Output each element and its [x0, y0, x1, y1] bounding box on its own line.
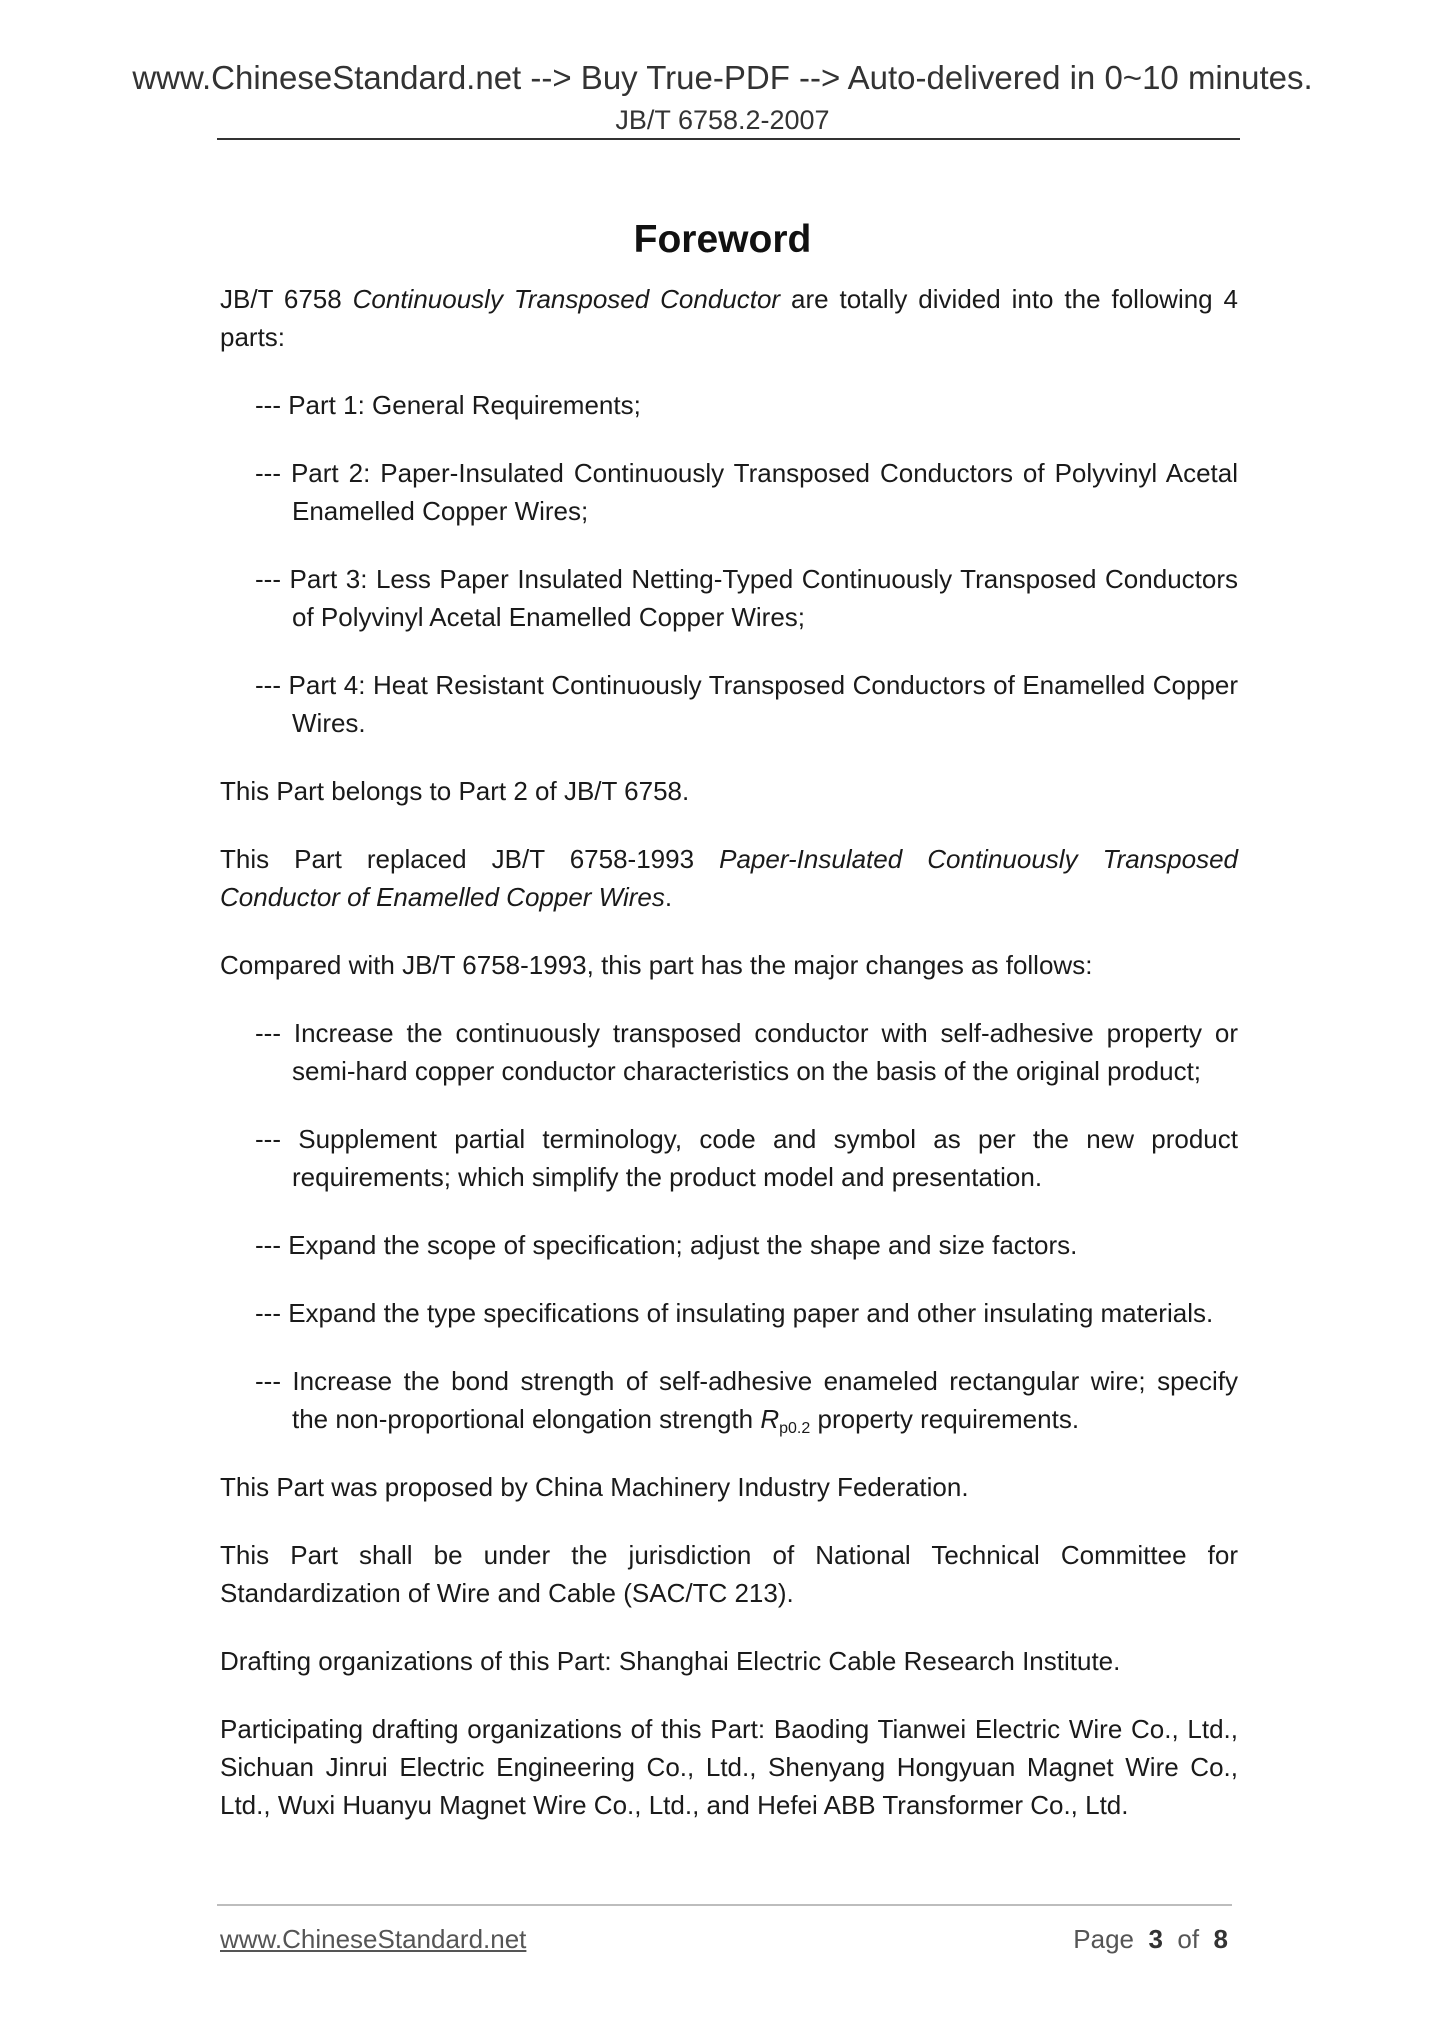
part-item-3: --- Part 3: Less Paper Insulated Netting-Typed Continuously Transposed Conductors of Polyvinyl Acetal Enamelled Copper Wires;: [255, 564, 1238, 632]
page-number: 3: [1148, 1924, 1163, 1954]
header-divider: [217, 138, 1240, 140]
strength-symbol: R: [760, 1404, 780, 1434]
jurisdiction-paragraph: This Part shall be under the jurisdiction of National Technical Committee for Standardization of Wire and Cable (SAC/TC 213).: [220, 1540, 1238, 1608]
proposed-paragraph: This Part was proposed by China Machinery Industry Federation.: [220, 1472, 969, 1502]
strength-subscript: p0.2: [779, 1420, 811, 1437]
intro-prefix: JB/T 6758: [220, 284, 353, 314]
drafting-paragraph: Drafting organizations of this Part: Shanghai Electric Cable Research Institute.: [220, 1646, 1121, 1676]
page-title: Foreword: [633, 218, 812, 262]
intro-paragraph: [220, 280, 1238, 356]
page-total: 8: [1213, 1924, 1228, 1954]
participating-paragraph: Participating drafting organizations of this Part: Baoding Tianwei Electric Wire Co., Ltd., Sichuan Jinrui Electric Engineering Co., Ltd., Shenyang Hongyuan Magnet Wire Co., Ltd., Wuxi Huanyu Magnet Wire Co., Ltd., and Hefei ABB Transformer Co., Ltd.: [220, 1714, 1238, 1820]
header-banner: www.ChineseStandard.net --> Buy True-PDF --> Auto-delivered in 0~10 minutes.: [132, 59, 1313, 96]
part-item-2: --- Part 2: Paper-Insulated Continuously Transposed Conductors of Polyvinyl Acetal Enamelled Copper Wires;: [255, 458, 1238, 526]
document-code: JB/T 6758.2-2007: [615, 105, 830, 135]
change-item-1: --- Increase the continuously transposed conductor with self-adhesive property or semi-hard copper conductor characteristics on the basis of the original product;: [255, 1018, 1238, 1086]
change-5-suffix: property requirements.: [810, 1404, 1080, 1434]
intro-suffix: are totally divided into the following 4 parts:: [220, 284, 1239, 352]
replaced-paragraph: [220, 840, 1238, 916]
replaced-prefix: This Part replaced JB/T 6758-1993: [220, 844, 720, 874]
change-5-prefix: --- Increase the bond strength of self-adhesive enameled rectangular wire; specify the non-proportional elongation strength: [255, 1366, 1238, 1434]
replaced-suffix: .: [664, 882, 673, 912]
change-item-2: --- Supplement partial terminology, code and symbol as per the new product requirements; which simplify the product model and presentation.: [255, 1124, 1238, 1192]
part-item-1: --- Part 1: General Requirements;: [255, 390, 641, 420]
replaced-italic: Paper-Insulated Continuously Transposed Conductor of Enamelled Copper Wires: [220, 844, 1238, 912]
footer-website-link[interactable]: www.ChineseStandard.net: [220, 1924, 527, 1954]
part-item-4: --- Part 4: Heat Resistant Continuously Transposed Conductors of Enamelled Copper Wires.: [255, 670, 1238, 738]
change-item-3: --- Expand the scope of specification; adjust the shape and size factors.: [255, 1230, 1078, 1260]
footer-divider: [217, 1904, 1232, 1906]
change-item-4: --- Expand the type specifications of insulating paper and other insulating materials.: [255, 1298, 1214, 1328]
foreword-body: [220, 280, 1238, 1854]
belongs-paragraph: This Part belongs to Part 2 of JB/T 6758.: [220, 776, 690, 806]
compared-paragraph: Compared with JB/T 6758-1993, this part has the major changes as follows:: [220, 950, 1093, 980]
of-label: of: [1177, 1924, 1200, 1954]
intro-italic: Continuously Transposed Conductor: [352, 284, 781, 314]
change-item-5: [255, 1362, 1238, 1438]
page-indicator: [1073, 1923, 1228, 1955]
page-label: Page: [1073, 1924, 1135, 1954]
